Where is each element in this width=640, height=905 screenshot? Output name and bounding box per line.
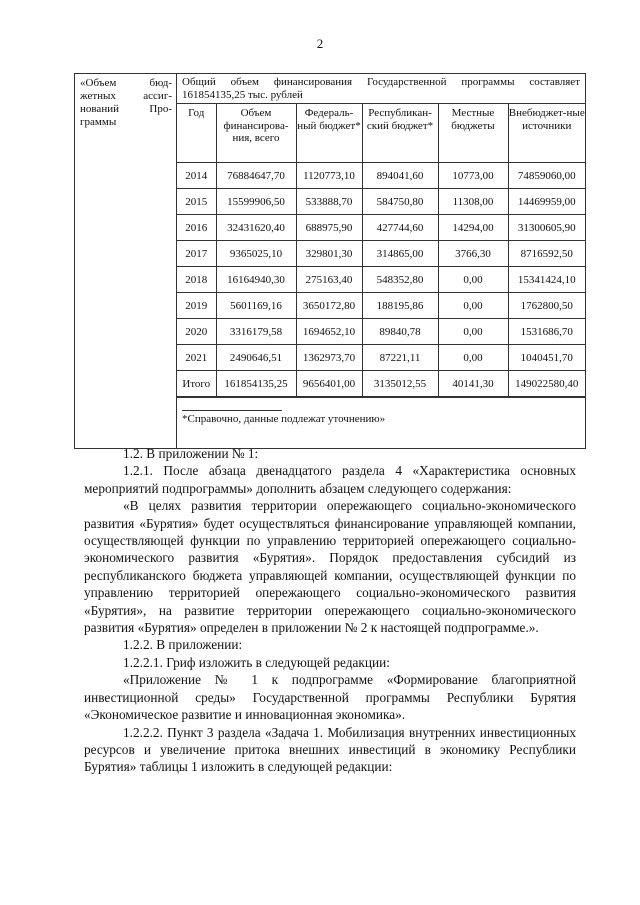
value-cell: 1694652,10	[296, 319, 362, 345]
table-row	[177, 267, 585, 293]
funding-details-cell	[177, 74, 586, 449]
col-header: Год	[177, 104, 216, 163]
paragraph: «Приложение № 1 к подпрограмме «Формирование благоприятной инвестиционной среды» Государственной программы Республики Бурятия «Экономическое развитие и инновационная экономика».	[84, 672, 576, 723]
value-cell: 548352,80	[362, 267, 438, 293]
label-line: «Объем бюд-	[80, 77, 172, 89]
page-number: 2	[316, 36, 324, 51]
value-cell: 894041,60	[362, 163, 438, 189]
value-cell: 161854135,25	[216, 371, 296, 397]
year-cell: 2015	[177, 189, 216, 215]
paragraph: 1.2. В приложении № 1:	[123, 446, 259, 461]
table-row	[177, 293, 585, 319]
label-line: граммы	[80, 116, 117, 128]
value-cell: 1040451,70	[508, 345, 585, 371]
value-cell: 16164940,30	[216, 267, 296, 293]
value-cell: 688975,90	[296, 215, 362, 241]
value-cell: 89840,78	[362, 319, 438, 345]
value-cell: 40141,30	[438, 371, 508, 397]
table-row	[177, 163, 585, 189]
paragraph: 1.2.2.1. Гриф изложить в следующей редакции:	[123, 654, 390, 670]
year-cell: 2018	[177, 267, 216, 293]
value-cell: 14294,00	[438, 215, 508, 241]
col-header: Внебюджет-ные источники	[508, 104, 585, 163]
year-cell: 2016	[177, 215, 216, 241]
value-cell: 5601169,16	[216, 293, 296, 319]
total-label-cell: Итого	[177, 371, 216, 397]
value-cell: 15341424,10	[508, 267, 585, 293]
col-header: Федераль-ный бюджет*	[296, 104, 362, 163]
year-cell: 2021	[177, 345, 216, 371]
value-cell: 533888,70	[296, 189, 362, 215]
table-row	[177, 319, 585, 345]
year-cell: 2019	[177, 293, 216, 319]
year-cell: 2020	[177, 319, 216, 345]
label-line: нований Про-	[80, 103, 172, 115]
value-cell: 275163,40	[296, 267, 362, 293]
value-cell: 0,00	[438, 319, 508, 345]
value-cell: 74859060,00	[508, 163, 585, 189]
header-row	[177, 104, 585, 163]
value-cell: 31300605,90	[508, 215, 585, 241]
value-cell: 314865,00	[362, 241, 438, 267]
footnote-text: *Справочно, данные подлежат уточнению»	[182, 413, 386, 425]
value-cell: 32431620,40	[216, 215, 296, 241]
table-row	[177, 241, 585, 267]
total-row	[177, 371, 585, 397]
value-cell: 11308,00	[438, 189, 508, 215]
value-cell: 3135012,55	[362, 371, 438, 397]
col-header: Местные бюджеты	[438, 104, 508, 163]
col-header: Республикан-ский бюджет*	[362, 104, 438, 163]
value-cell: 0,00	[438, 267, 508, 293]
year-cell: 2014	[177, 163, 216, 189]
value-cell: 149022580,40	[508, 371, 585, 397]
year-cell: 2017	[177, 241, 216, 267]
value-cell: 0,00	[438, 293, 508, 319]
value-cell: 2490646,51	[216, 345, 296, 371]
label-line: жетных ассиг-	[80, 90, 172, 102]
value-cell: 3650172,80	[296, 293, 362, 319]
value-cell: 1762800,50	[508, 293, 585, 319]
value-cell: 15599906,50	[216, 189, 296, 215]
value-cell: 8716592,50	[508, 241, 585, 267]
col-header: Объем финансирова-ния, всего	[216, 104, 296, 163]
value-cell: 87221,11	[362, 345, 438, 371]
footnote-divider	[182, 410, 282, 411]
footnote-area	[177, 397, 585, 448]
value-cell: 1362973,70	[296, 345, 362, 371]
value-cell: 329801,30	[296, 241, 362, 267]
program-funding-table	[74, 73, 586, 449]
funding-by-year-table	[177, 103, 585, 397]
paragraph: 1.2.2. В приложении:	[123, 637, 243, 653]
total-funding-text: Общий объем финансирования Государственной программы составляет 161854135,25 тыс. рублей	[182, 76, 580, 101]
document-body	[84, 445, 576, 776]
value-cell: 76884647,70	[216, 163, 296, 189]
program-label-cell	[75, 74, 177, 449]
value-cell: 0,00	[438, 345, 508, 371]
table-row	[177, 345, 585, 371]
value-cell: 9365025,10	[216, 241, 296, 267]
value-cell: 10773,00	[438, 163, 508, 189]
paragraph: 1.2.1. После абзаца двенадцатого раздела 4 «Характеристика основных мероприятий подпрограммы» дополнить абзацем следующего содержания:	[84, 463, 576, 496]
value-cell: 584750,80	[362, 189, 438, 215]
value-cell: 3316179,58	[216, 319, 296, 345]
table-row	[177, 215, 585, 241]
value-cell: 9656401,00	[296, 371, 362, 397]
value-cell: 3766,30	[438, 241, 508, 267]
value-cell: 14469959,00	[508, 189, 585, 215]
paragraph: «В целях развития территории опережающего социально-экономического развития «Бурятия» будет осуществляться финансирование управляющей компании, осуществляющей функции по управлению территорией опережающего социально-экономического развития «Бурятия». Порядок предоставления субсидий из республиканского бюджета управляющей компании, осуществляющей функции по управлению территорией опережающего социально-экономического развития «Бурятия», на развитие территории опережающего социально-экономического развития «Бурятия» определен в приложении № 2 к настоящей подпрограмме.».	[84, 498, 576, 636]
table-row	[177, 189, 585, 215]
value-cell: 1120773,10	[296, 163, 362, 189]
value-cell: 427744,60	[362, 215, 438, 241]
value-cell: 1531686,70	[508, 319, 585, 345]
value-cell: 188195,86	[362, 293, 438, 319]
paragraph: 1.2.2.2. Пункт 3 раздела «Задача 1. Мобилизация внутренних инвестиционных ресурсов и увеличение притока внешних инвестиций в экономику Республики Бурятия» таблицы 1 изложить в следующей редакции:	[84, 724, 576, 775]
